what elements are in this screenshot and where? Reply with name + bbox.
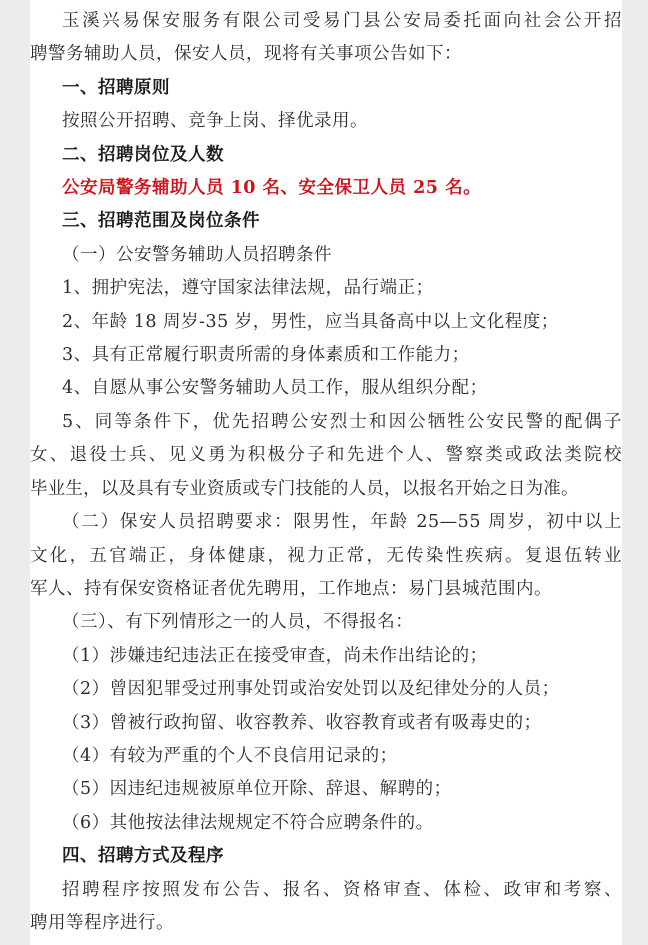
list-item: 1、拥护宪法，遵守国家法律法规，品行端正； (62, 278, 434, 298)
list-item: （3）曾被行政拘留、收容教养、收容教育或者有吸毒史的； (62, 713, 542, 733)
highlight-line: 公安局警务辅助人员 10 名、安全保卫人员 25 名。 (62, 178, 482, 198)
list-item: （2）曾因犯罪受过刑事处罚或治安处罚以及纪律处分的人员； (62, 679, 560, 699)
paragraph-line: 文化，五官端正，身体健康，视力正常，无传染性疾病。复退伍转业 (30, 546, 622, 566)
paragraph-line: 按照公开招聘、竞争上岗、择优录用。 (62, 111, 368, 131)
paragraph-line: 军人、持有保安资格证者优先聘用，工作地点：易门县城范围内。 (30, 579, 552, 599)
paragraph-line: 女、退役士兵、见义勇为积极分子和先进个人、警察类或政法类院校 (30, 445, 622, 465)
list-item: 4、自愿从事公安警务辅助人员工作，服从组织分配； (62, 378, 488, 398)
document-page (30, 0, 622, 945)
section-heading: 四、招聘方式及程序 (62, 846, 224, 866)
section-heading: 一、招聘原则 (62, 78, 170, 98)
list-item: （5）因违纪违规被原单位开除、辞退、解聘的； (62, 779, 452, 799)
list-item: 2、年龄 18 周岁-35 岁，男性，应当具备高中以上文化程度； (62, 312, 559, 332)
paragraph-line: 毕业生，以及具有专业资质或专门技能的人员，以报名开始之日为准。 (30, 479, 579, 499)
list-item: 5、同等条件下，优先招聘公安烈士和因公牺牲公安民警的配偶子 (62, 412, 622, 432)
list-item: （6）其他按法律法规规定不符合应聘条件的。 (62, 813, 434, 833)
paragraph-line: 玉溪兴易保安服务有限公司受易门县公安局委托面向社会公开招 (62, 11, 622, 31)
paragraph-line: 聘警务辅助人员，保安人员，现将有关事项公告如下： (30, 44, 462, 64)
paragraph-line: 聘用等程序进行。 (30, 913, 174, 933)
paragraph-line: （二）保安人员招聘要求：限男性，年龄 25—55 周岁，初中以上 (62, 512, 622, 532)
subsection-heading: （三）、有下列情形之一的人员，不得报名： (62, 612, 414, 632)
paragraph-line: 招聘程序按照发布公告、报名、资格审查、体检、政审和考察、 (62, 880, 622, 900)
list-item: 3、具有正常履行职责所需的身体素质和工作能力； (62, 345, 470, 365)
subsection-heading: （一）公安警务辅助人员招聘条件 (62, 245, 332, 265)
section-heading: 三、招聘范围及岗位条件 (62, 211, 260, 231)
list-item: （4）有较为严重的个人不良信用记录的； (62, 746, 398, 766)
section-heading: 二、招聘岗位及人数 (62, 145, 224, 165)
list-item: （1）涉嫌违纪违法正在接受审查，尚未作出结论的； (62, 646, 488, 666)
